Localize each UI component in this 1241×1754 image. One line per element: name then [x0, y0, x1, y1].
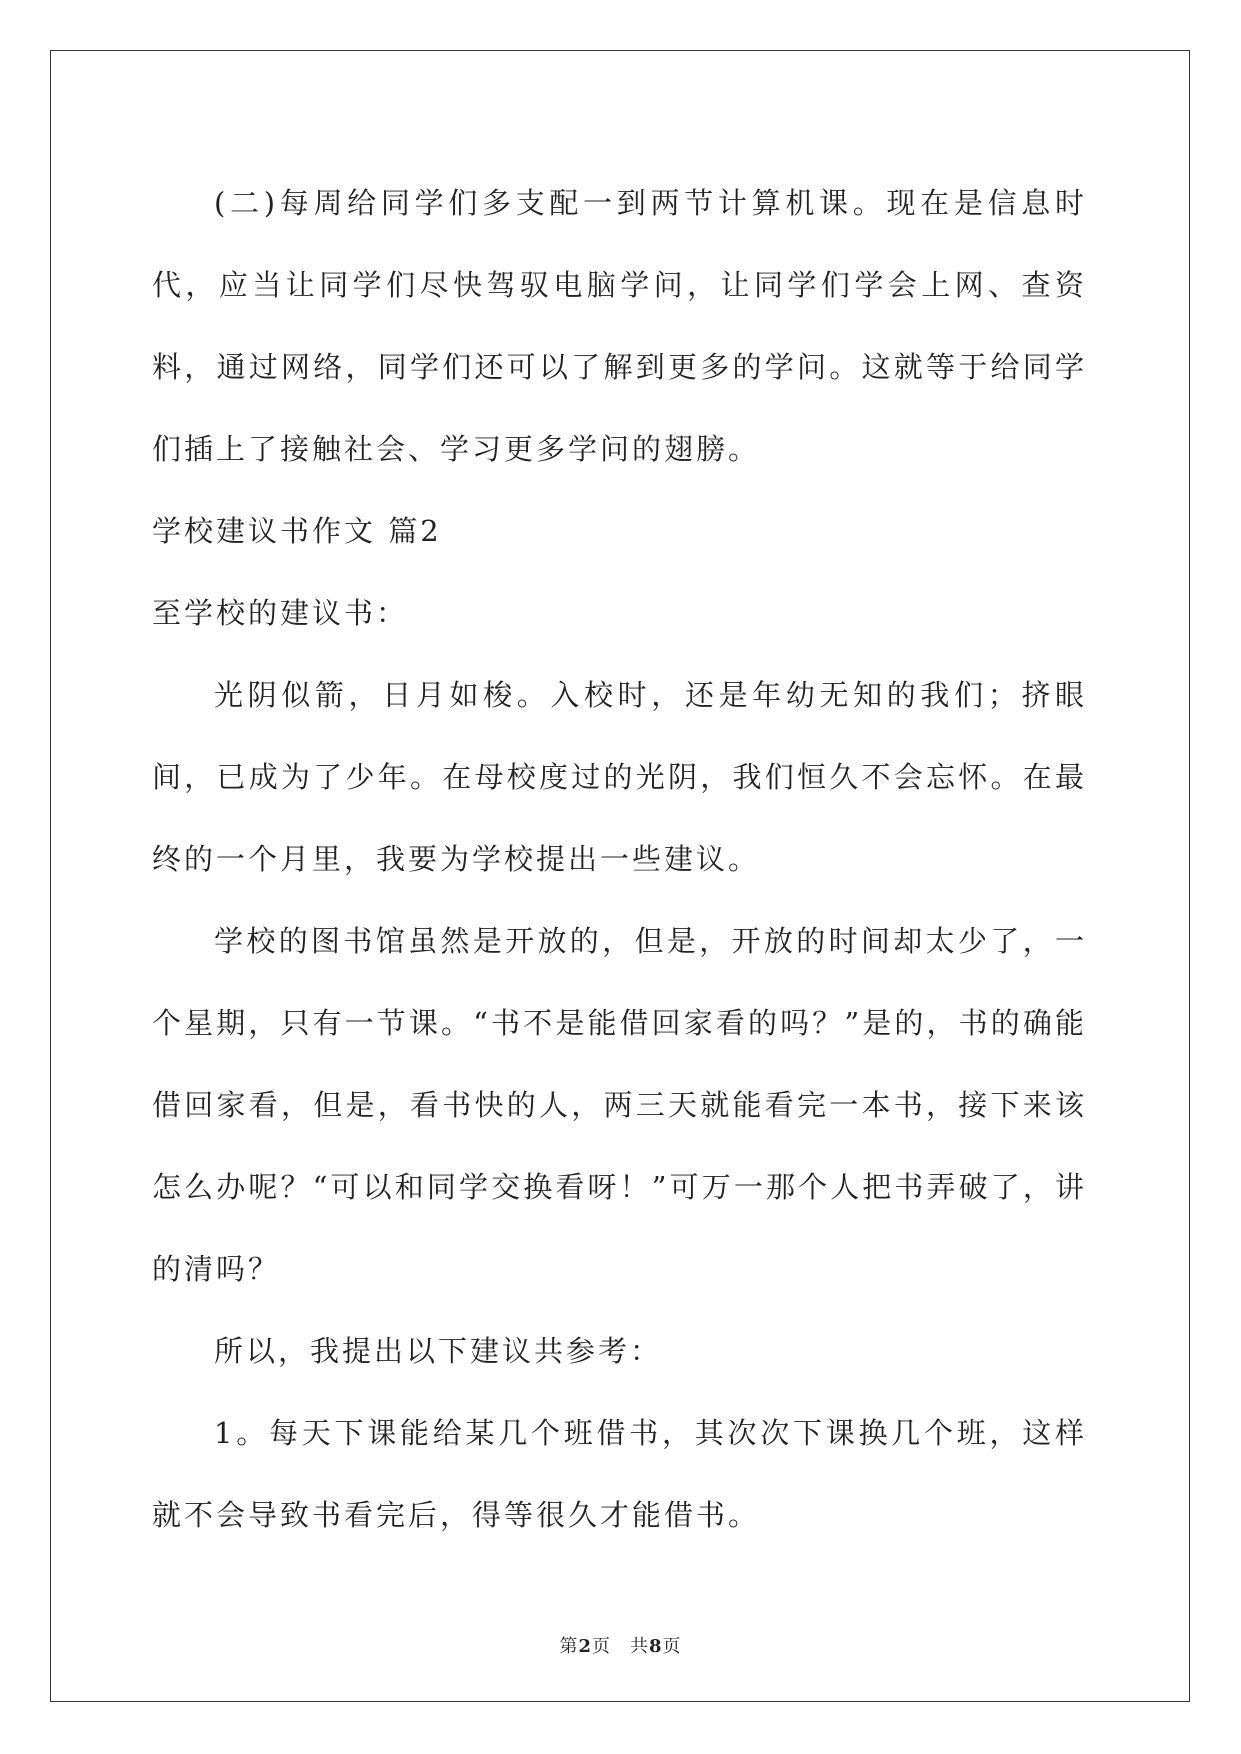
page-footer: [0, 1632, 1241, 1658]
document-body: [152, 162, 1087, 1556]
paragraph-suggestion-1: 1。每天下课能给某几个班借书，其次次下课换几个班，这样就不会导致书看完后，得等很久才能借书。: [152, 1416, 1087, 1532]
footer-middle: 页 共: [592, 1636, 649, 1657]
current-page-number: 2: [578, 1636, 592, 1657]
footer-prefix: 第: [559, 1636, 579, 1657]
footer-suffix: 页: [662, 1636, 682, 1657]
paragraph-intro: 光阴似箭，日月如梭。入校时，还是年幼无知的我们；挤眼间，已成为了少年。在母校度过的光阴，我们恒久不会忘怀。在最终的一个月里，我要为学校提出一些建议。: [152, 678, 1087, 876]
salutation: 至学校的建议书：: [152, 596, 409, 630]
paragraph-suggestion-lead: 所以，我提出以下建议共参考：: [214, 1334, 663, 1368]
section-heading: 学校建议书作文 篇2: [152, 514, 442, 548]
paragraph-computer-class: (二)每周给同学们多支配一到两节计算机课。现在是信息时代，应当让同学们尽快驾驭电脑学问，让同学们学会上网、查资料，通过网络，同学们还可以了解到更多的学问。这就等于给同学们插上了接触社会、学习更多学问的翅膀。: [152, 186, 1087, 466]
paragraph-library: 学校的图书馆虽然是开放的，但是，开放的时间却太少了，一个星期，只有一节课。“书不是能借回家看的吗？”是的，书的确能借回家看，但是，看书快的人，两三天就能看完一本书，接下来该怎么办呢？“可以和同学交换看呀！”可万一那个人把书弄破了，讲的清吗？: [152, 924, 1087, 1286]
total-page-number: 8: [649, 1636, 663, 1657]
